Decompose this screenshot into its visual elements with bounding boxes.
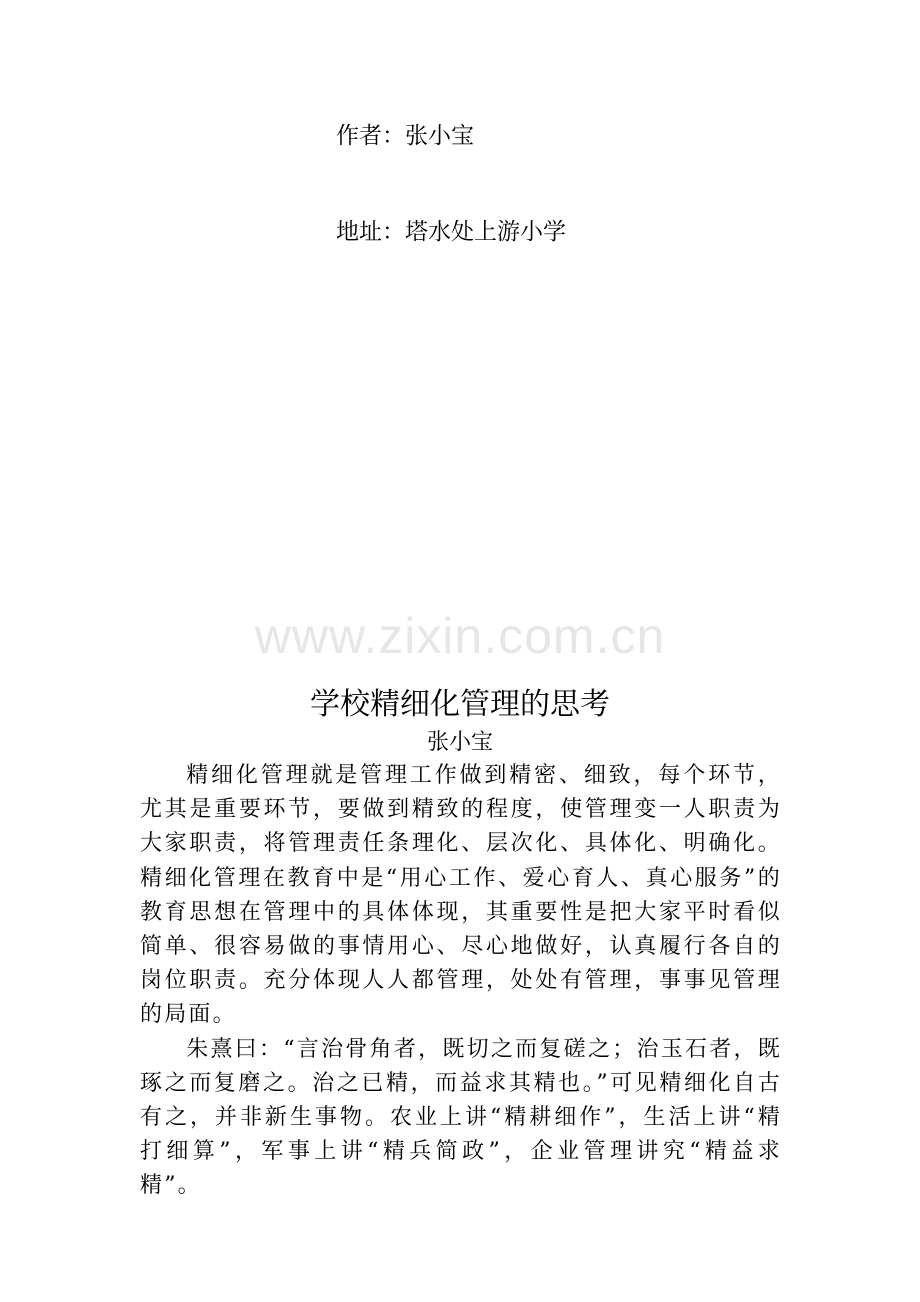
cover-address-line: 地址：塔水处上游小学	[336, 219, 566, 245]
watermark-text: www.zixin.com.cn	[254, 608, 666, 664]
article-body	[140, 759, 782, 1204]
body-paragraph: 精细化管理就是管理工作做到精密、细致，每个环节，尤其是重要环节，要做到精致的程度，使管理变一人职责为大家职责，将管理责任条理化、层次化、具体化、明确化。精细化管理在教育中是“用心工作、爱心育人、真心服务”的教育思想在管理中的具体体现，其重要性是把大家平时看似简单、很容易做的事情用心、尽心地做好，认真履行各自的岗位职责。充分体现人人都管理，处处有管理，事事见管理的局面。	[140, 763, 782, 1028]
cover-author-line: 作者：张小宝	[336, 123, 474, 149]
article-title: 学校精细化管理的思考	[310, 687, 610, 722]
article-author: 张小宝	[426, 730, 493, 755]
body-paragraph: 朱熹曰：“言治骨角者，既切之而复磋之；治玉石者，既琢之而复磨之。治之已精，而益求其精也。”可见精细化自古有之，并非新生事物。农业上讲“精耕细作”，生活上讲“精打细算”，军事上讲“精兵简政”，企业管理讲究“精益求精”。	[140, 1036, 782, 1199]
